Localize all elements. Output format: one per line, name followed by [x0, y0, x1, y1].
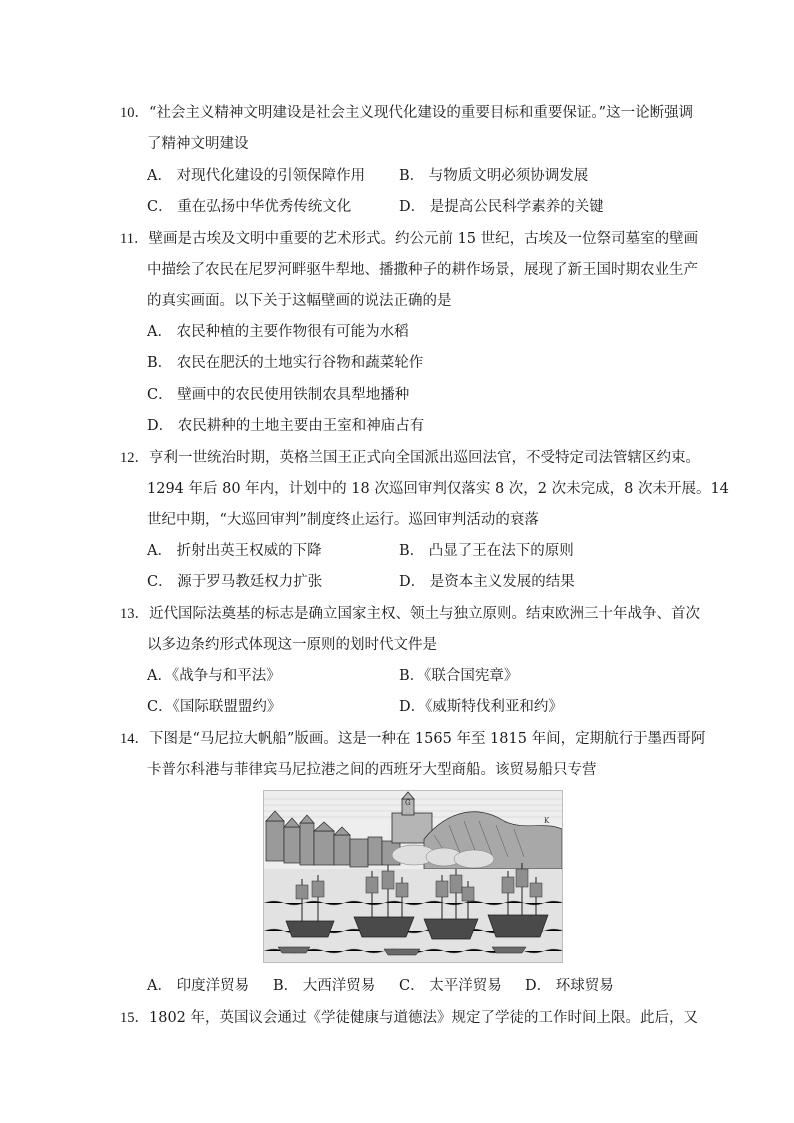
question-11-stem-line-3: 的真实画面。以下关于这幅壁画的说法正确的是 [147, 293, 452, 309]
question-13-stem-line-1 [120, 604, 700, 624]
question-number: 11． [120, 231, 149, 247]
option-10-b[interactable]: B． 与物质文明必须协调发展 [399, 168, 589, 184]
stem-text: 壁画是古埃及文明中重要的艺术形式。约公元前 15 世纪，古埃及一位祭司墓室的壁画 [148, 231, 699, 247]
question-12-stem-line-1 [120, 448, 700, 468]
question-number: 15． [120, 1010, 149, 1026]
option-11-b[interactable]: B． 农民在肥沃的土地实行谷物和蔬菜轮作 [147, 355, 424, 371]
question-14-stem-line-2: 卡普尔科港与菲律宾马尼拉港之间的西班牙大型商船。该贸易船只专营 [147, 762, 597, 778]
question-14-stem-line-1 [120, 729, 706, 749]
engraving-drawing [264, 791, 562, 962]
question-number: 14． [120, 731, 149, 747]
option-10-a[interactable]: A． 对现代化建设的引领保障作用 [147, 168, 366, 184]
question-number: 13． [120, 606, 149, 622]
question-11-stem-line-2: 中描绘了农民在尼罗河畔驱牛犁地、播撒种子的耕作场景，展现了新王国时期农业生产 [147, 262, 698, 278]
question-11-stem-line-1 [120, 229, 698, 249]
option-10-c[interactable]: C． 重在弘扬中华优秀传统文化 [147, 199, 352, 215]
letter-k: K [544, 817, 550, 825]
question-number: 10． [120, 105, 149, 121]
manila-galleon-engraving [263, 790, 563, 963]
question-12-stem-line-2: 1294 年后 80 年内，计划中的 18 次巡回审判仅落实 8 次，2 次未完成，8 次未开展。14 [147, 481, 729, 497]
option-13-a[interactable]: A．《战争与和平法》 [147, 668, 281, 684]
option-14-c[interactable]: C． 太平洋贸易 [399, 978, 502, 994]
option-12-c[interactable]: C． 源于罗马教廷权力扩张 [147, 574, 323, 590]
option-14-b[interactable]: B． 大西洋贸易 [273, 978, 376, 994]
stem-text: 近代国际法奠基的标志是确立国家主权、领土与独立原则。结束欧洲三十年战争、首次 [149, 606, 700, 622]
option-12-d[interactable]: D． 是资本主义发展的结果 [399, 574, 575, 590]
option-13-d[interactable]: D．《威斯特伐利亚和约》 [399, 699, 563, 715]
option-11-c[interactable]: C． 壁画中的农民使用铁制农具犁地播种 [147, 387, 410, 403]
question-number: 12． [120, 450, 149, 466]
question-10-stem-line-1 [120, 103, 693, 123]
question-10-stem-line-2: 了精神文明建设 [147, 136, 249, 152]
option-14-a[interactable]: A． 印度洋贸易 [147, 978, 250, 994]
stem-text: 下图是“马尼拉大帆船”版画。这是一种在 1565 年至 1815 年间，定期航行于墨西哥阿 [149, 731, 706, 747]
option-13-b[interactable]: B．《联合国宪章》 [399, 668, 519, 684]
question-12-stem-line-3: 世纪中期，“大巡回审判”制度终止运行。巡回审判活动的衰落 [147, 512, 539, 528]
option-11-d[interactable]: D． 农民耕种的土地主要由王室和神庙占有 [147, 418, 425, 434]
stem-text: 1802 年，英国议会通过《学徒健康与道德法》规定了学徒的工作时间上限。此后，又 [149, 1010, 699, 1026]
option-12-a[interactable]: A． 折射出英王权威的下降 [147, 543, 322, 559]
option-12-b[interactable]: B． 凸显了王在法下的原则 [399, 543, 574, 559]
question-13-stem-line-2: 以多边条约形式体现这一原则的划时代文件是 [147, 637, 437, 653]
stem-text: “社会主义精神文明建设是社会主义现代化建设的重要目标和重要保证。”这一论断强调 [149, 105, 694, 121]
letter-g: G [405, 799, 411, 807]
option-11-a[interactable]: A． 农民种植的主要作物很有可能为水稻 [147, 324, 409, 340]
stem-text: 亨利一世统治时期，英格兰国王正式向全国派出巡回法官，不受特定司法管辖区约束。 [149, 450, 700, 466]
option-14-d[interactable]: D． 环球贸易 [525, 978, 614, 994]
option-10-d[interactable]: D． 是提高公民科学素养的关键 [399, 199, 604, 215]
question-15-stem-line-1 [120, 1008, 698, 1028]
option-13-c[interactable]: C．《国际联盟盟约》 [147, 699, 282, 715]
